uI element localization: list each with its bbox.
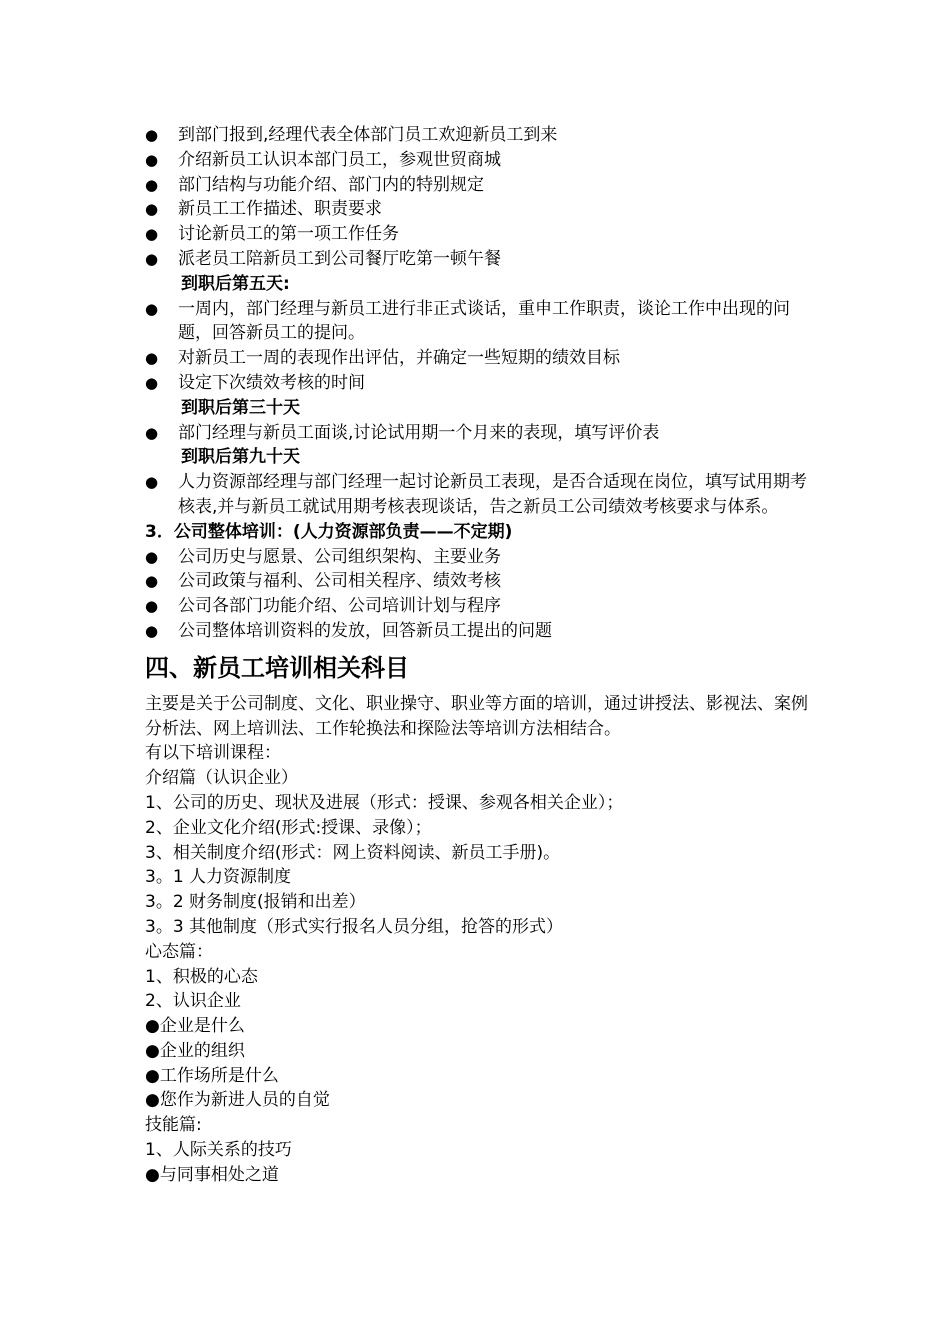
course-list (145, 741, 810, 1187)
bullet-icon: ● (145, 249, 159, 268)
list-item-text: 公司整体培训资料的发放，回答新员工提出的问题 (178, 620, 552, 641)
list-item-text: 对新员工一周的表现作出评估，并确定一些短期的绩效目标 (178, 348, 620, 369)
list-item-text: 设定下次绩效考核的时间 (178, 372, 365, 393)
list-item-text: 人力资源部经理与部门经理一起讨论新员工表现，是否合适现在岗位，填写试用期考核表,并与新员工就试用期考核表现谈话，告之新员工公司绩效考核要求与体系。 (178, 472, 807, 517)
list-item-text: 公司政策与福利、公司相关程序、绩效考核 (178, 571, 501, 592)
bullet-icon: ● (145, 597, 159, 616)
text-line: 有以下培训课程： (145, 743, 281, 764)
text-line: 3。2 财务制度(报销和出差） (145, 892, 366, 913)
text-line: 心态篇： (145, 941, 213, 962)
list-item (145, 148, 810, 173)
list-item (145, 197, 810, 222)
list-item-text: 新员工工作描述、职责要求 (178, 199, 382, 220)
text-line: 2、企业文化介绍(形式:授课、录像）； (145, 817, 432, 838)
text-line: 3。1 人力资源制度 (145, 867, 292, 888)
bullet-icon: ● (145, 373, 159, 392)
list-item-text: 派老员工陪新员工到公司餐厅吃第一顿午餐 (178, 248, 501, 269)
list-item (145, 371, 810, 396)
list-item (145, 222, 810, 247)
list-item (145, 297, 810, 347)
bullet-icon: ● (145, 547, 159, 566)
text-line: ●企业是什么 (145, 1016, 245, 1037)
bullet-icon: ● (145, 126, 159, 144)
text-line: 3。3 其他制度（形式实行报名人员分组，抢答的形式） (145, 916, 564, 937)
bullet-list-day-thirty (145, 421, 810, 446)
bullet-list-company-training (145, 545, 810, 644)
document-page (145, 123, 810, 1188)
list-item-text: 介绍新员工认识本部门员工，参观世贸商城 (178, 149, 501, 170)
bullet-icon: ● (145, 473, 159, 492)
list-item (145, 619, 810, 644)
chapter-4-heading: 四、新员工培训相关科目 (145, 653, 409, 682)
bullet-list-day-five (145, 297, 810, 396)
list-item (145, 545, 810, 570)
text-line: ●企业的组织 (145, 1040, 245, 1061)
list-item (145, 421, 810, 446)
list-item-text: 到部门报到,经理代表全体部门员工欢迎新员工到来 (178, 125, 558, 145)
bullet-icon: ● (145, 349, 159, 368)
list-item-text: 公司历史与愿景、公司组织架构、主要业务 (178, 546, 501, 567)
text-line: 1、人际关系的技巧 (145, 1140, 292, 1161)
list-item (145, 569, 810, 594)
text-line: 1、公司的历史、现状及进展（形式：授课、参观各相关企业）； (145, 792, 624, 813)
section-3-heading: 3．公司整体培训：(人力资源部负责——不定期) (145, 521, 513, 542)
list-item (145, 470, 810, 520)
bullet-list-day-ninety (145, 470, 810, 520)
subheading-day-ninety: 到职后第九十天 (181, 447, 300, 468)
subheading-day-five: 到职后第五天: (181, 273, 290, 294)
text-line: 2、认识企业 (145, 991, 241, 1012)
bullet-icon: ● (145, 621, 159, 640)
list-item (145, 594, 810, 619)
bullet-icon: ● (145, 572, 159, 591)
bullet-icon: ● (145, 150, 159, 169)
list-item (145, 123, 810, 148)
text-line: ●与同事相处之道 (145, 1164, 279, 1185)
text-line: 介绍篇（认识企业） (145, 768, 298, 789)
text-line: ●您作为新进人员的自觉 (145, 1090, 330, 1111)
list-item (145, 173, 810, 198)
text-line: 技能篇: (145, 1115, 202, 1136)
text-line: ●工作场所是什么 (145, 1065, 279, 1086)
list-item (145, 346, 810, 371)
list-item-text: 一周内，部门经理与新员工进行非正式谈话，重申工作职责，谈论工作中出现的问题，回答新员工的提问。 (178, 298, 790, 344)
list-item-text: 部门经理与新员工面谈,讨论试用期一个月来的表现，填写评价表 (178, 422, 660, 443)
list-item-text: 公司各部门功能介绍、公司培训计划与程序 (178, 596, 501, 617)
list-item-text: 部门结构与功能介绍、部门内的特别规定 (178, 174, 484, 195)
list-item (145, 247, 810, 272)
bullet-icon: ● (145, 200, 159, 219)
intro-paragraph: 主要是关于公司制度、文化、职业操守、职业等方面的培训，通过讲授法、影视法、案例分析法、网上培训法、工作轮换法和探险法等培训方法相结合。 (145, 693, 808, 739)
list-item-text: 讨论新员工的第一项工作任务 (178, 224, 399, 245)
subheading-day-thirty: 到职后第三十天 (181, 397, 300, 418)
text-line: 3、相关制度介绍(形式：网上资料阅读、新员工手册)。 (145, 842, 561, 863)
bullet-icon: ● (145, 299, 159, 318)
bullet-icon: ● (145, 423, 159, 442)
bullet-icon: ● (145, 225, 159, 244)
bullet-icon: ● (145, 175, 159, 194)
text-line: 1、积极的心态 (145, 966, 258, 987)
bullet-list-first-day (145, 123, 810, 272)
